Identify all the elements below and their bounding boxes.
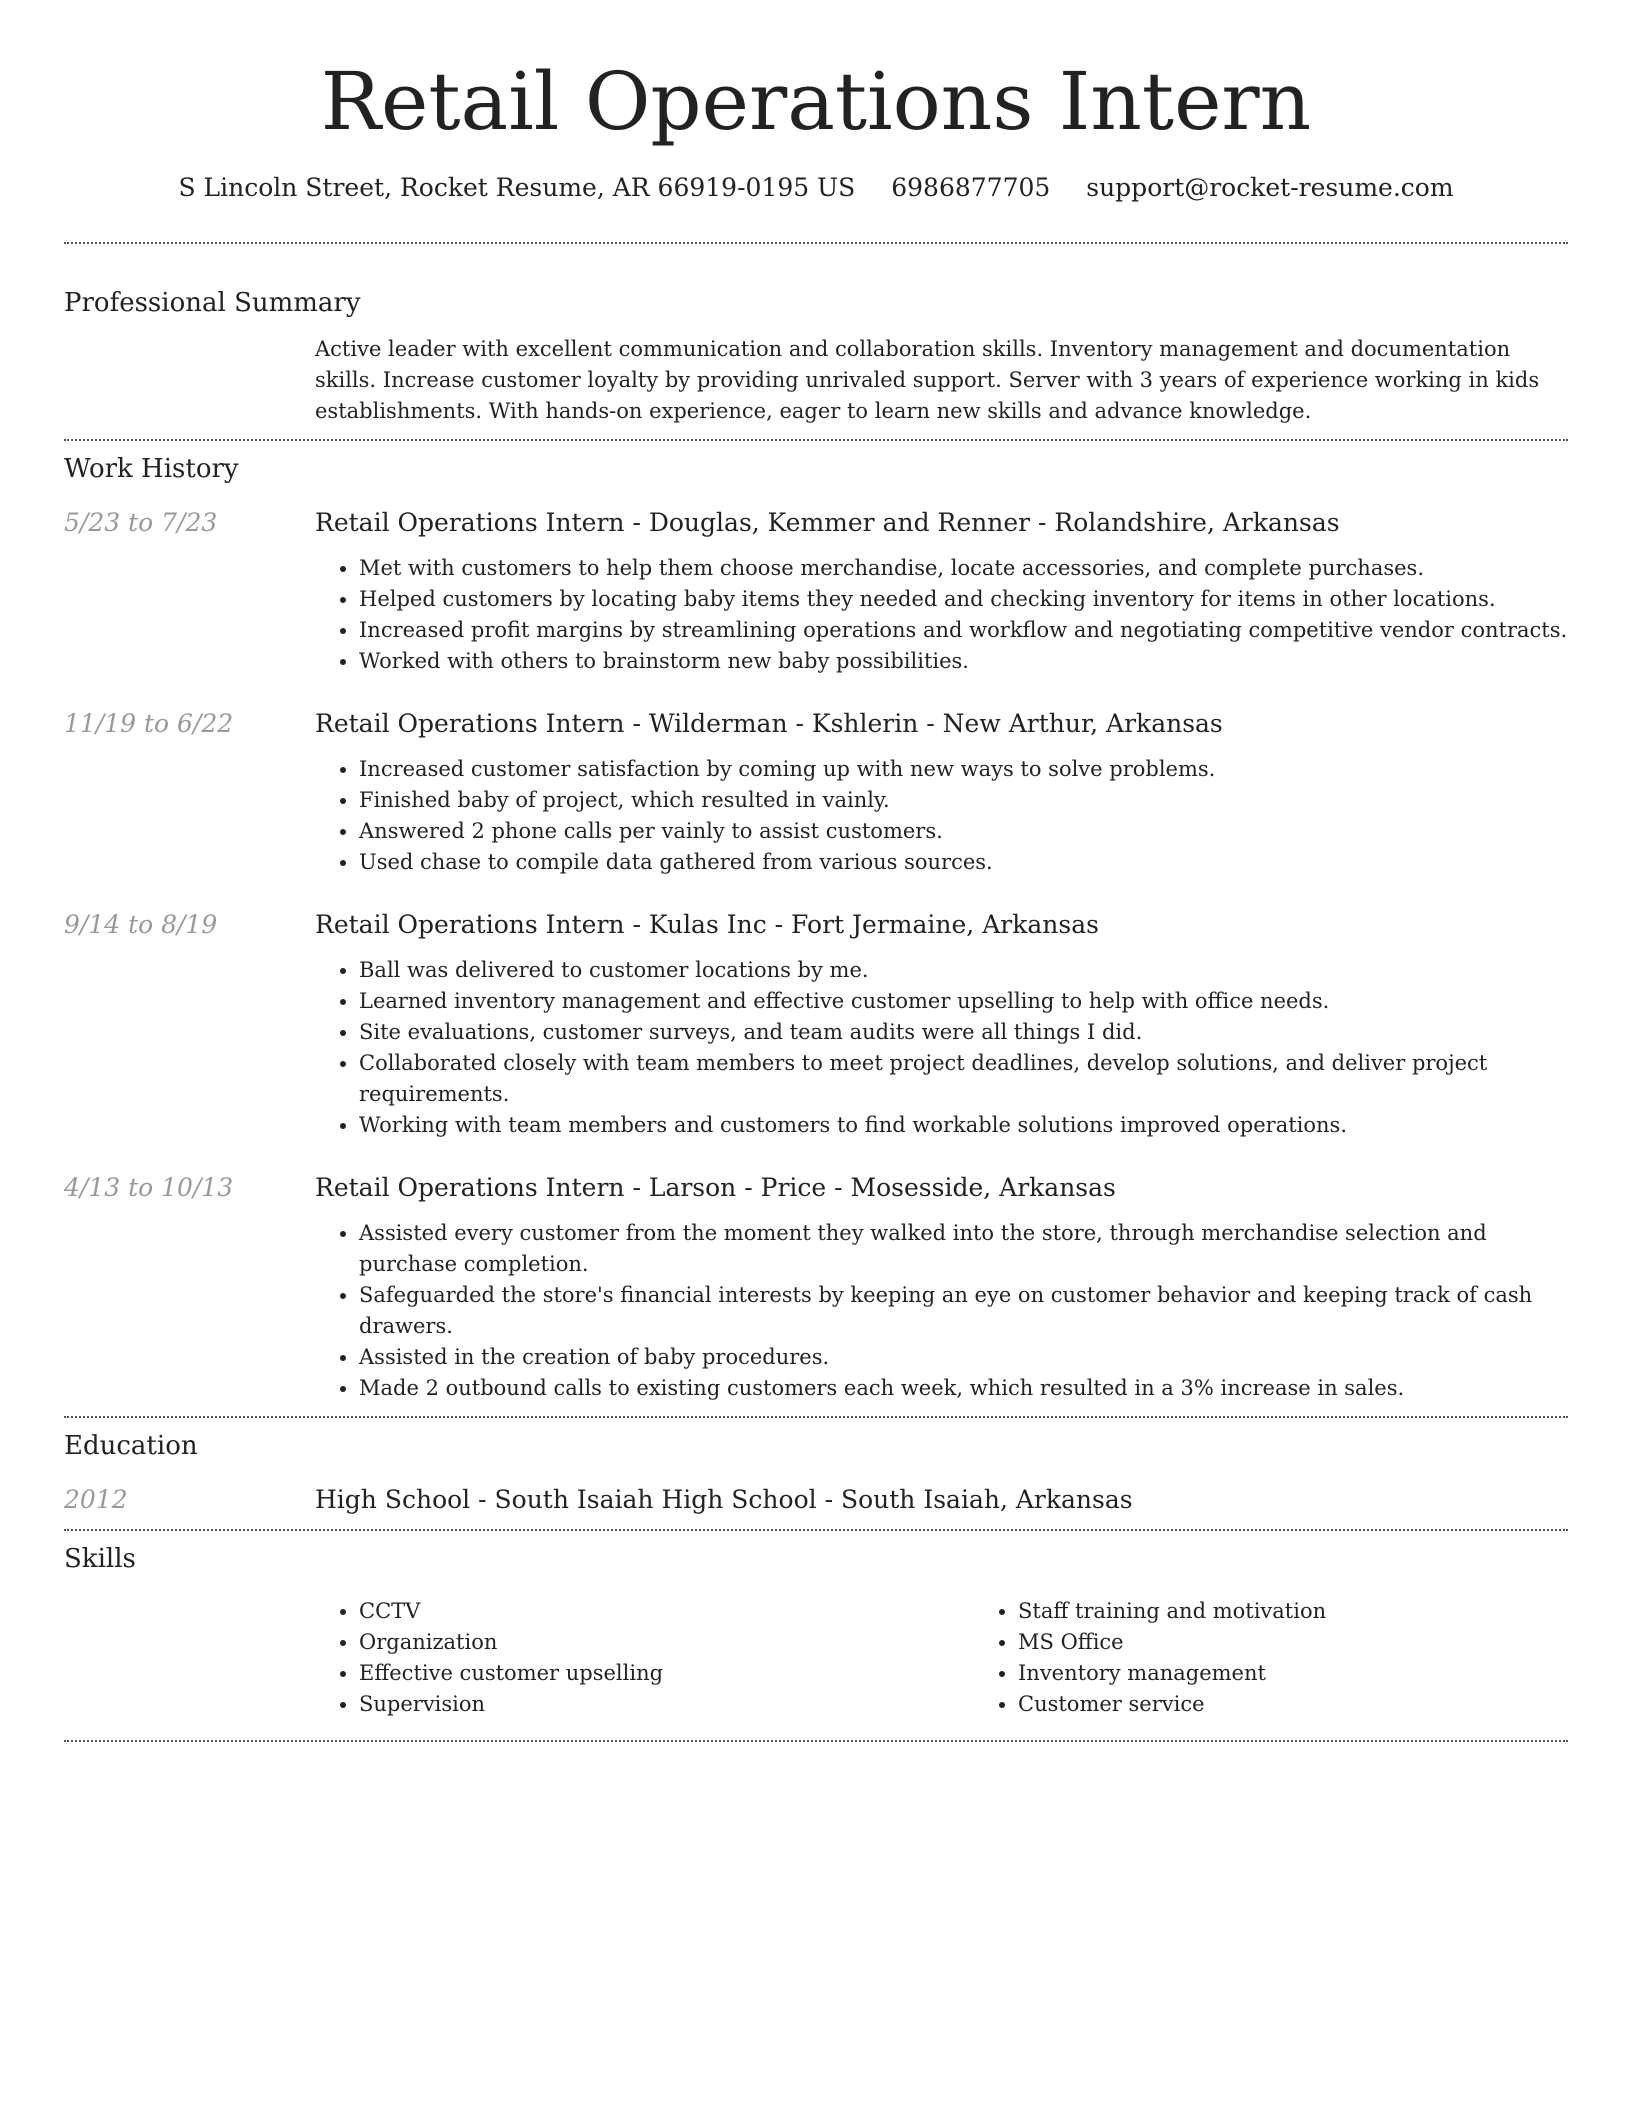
job-entry xyxy=(64,707,1568,878)
list-item: • Used chase to compile data gathered from various sources. xyxy=(359,847,1568,878)
divider xyxy=(64,439,1568,441)
list-item: • Working with team members and customers to find workable solutions improved operations. xyxy=(359,1110,1568,1141)
job-entry xyxy=(64,1171,1568,1404)
section-title-education: Education xyxy=(64,1431,198,1461)
divider xyxy=(64,242,1568,244)
list-item: • Worked with others to brainstorm new baby possibilities. xyxy=(359,646,1568,677)
job-bullets xyxy=(315,754,1568,878)
job-bullets xyxy=(315,553,1568,677)
job-title: Retail Operations Intern - Larson - Price - Mosesside, Arkansas xyxy=(315,1173,1116,1202)
list-item: • Staff training and motivation xyxy=(1018,1596,1632,1627)
address-text: S Lincoln Street, Rocket Resume, AR 66919-0195 US xyxy=(178,173,856,202)
phone-text: 6986877705 xyxy=(891,173,1051,202)
job-dates: 11/19 to 6/22 xyxy=(64,709,234,738)
contact-line xyxy=(64,172,1568,204)
divider xyxy=(64,1416,1568,1418)
list-item: • Supervision xyxy=(359,1689,974,1720)
list-item: • Site evaluations, customer surveys, and team audits were all things I did. xyxy=(359,1017,1568,1048)
list-item: • Organization xyxy=(359,1627,974,1658)
job-title: Retail Operations Intern - Kulas Inc - Fort Jermaine, Arkansas xyxy=(315,910,1099,939)
section-title-skills: Skills xyxy=(64,1544,136,1574)
list-item: • Met with customers to help them choose merchandise, locate accessories, and complete purchases. xyxy=(359,553,1568,584)
job-bullets xyxy=(315,1218,1568,1404)
list-item: • Answered 2 phone calls per vainly to assist customers. xyxy=(359,816,1568,847)
education-year: 2012 xyxy=(64,1485,128,1514)
skills-list-left xyxy=(315,1596,974,1720)
list-item: • Finished baby of project, which resulted in vainly. xyxy=(359,785,1568,816)
list-item: • Collaborated closely with team members to meet project deadlines, develop solutions, and deliver project requirements. xyxy=(359,1048,1568,1110)
list-item: • Helped customers by locating baby items they needed and checking inventory for items in other locations. xyxy=(359,584,1568,615)
education-text: High School - South Isaiah High School - South Isaiah, Arkansas xyxy=(315,1485,1133,1514)
job-entry xyxy=(64,908,1568,1141)
job-bullets xyxy=(315,955,1568,1141)
job-dates: 5/23 to 7/23 xyxy=(64,508,218,537)
job-entry xyxy=(64,506,1568,677)
job-dates: 4/13 to 10/13 xyxy=(64,1173,234,1202)
list-item: • CCTV xyxy=(359,1596,974,1627)
section-title-work-history: Work History xyxy=(64,454,239,484)
list-item: • Increased customer satisfaction by coming up with new ways to solve problems. xyxy=(359,754,1568,785)
job-title: Retail Operations Intern - Douglas, Kemmer and Renner - Rolandshire, Arkansas xyxy=(315,508,1340,537)
summary-text: Active leader with excellent communication and collaboration skills. Inventory management and documentation skills. Increase customer loyalty by providing unrivaled support. Server with 3 years of experience working in kids establishments. With hands-on experience, eager to learn new skills and advance knowledge. xyxy=(315,337,1540,423)
list-item: • Learned inventory management and effective customer upselling to help with office needs. xyxy=(359,986,1568,1017)
resume-page xyxy=(64,0,1568,1742)
skills-list-right xyxy=(974,1596,1632,1720)
education-entry xyxy=(64,1483,1568,1517)
list-item: • Assisted in the creation of baby procedures. xyxy=(359,1342,1568,1373)
candidate-name: Retail Operations Intern xyxy=(320,55,1312,148)
list-item: • Ball was delivered to customer locations by me. xyxy=(359,955,1568,986)
list-item: • Increased profit margins by streamlining operations and workflow and negotiating competitive vendor contracts. xyxy=(359,615,1568,646)
list-item: • Assisted every customer from the moment they walked into the store, through merchandise selection and purchase completion. xyxy=(359,1218,1568,1280)
list-item: • Inventory management xyxy=(1018,1658,1632,1689)
divider xyxy=(64,1529,1568,1531)
skills-block xyxy=(64,1596,1568,1720)
list-item: • Made 2 outbound calls to existing customers each week, which resulted in a 3% increase in sales. xyxy=(359,1373,1568,1404)
list-item: • Customer service xyxy=(1018,1689,1632,1720)
divider xyxy=(64,1740,1568,1742)
job-title: Retail Operations Intern - Wilderman - Kshlerin - New Arthur, Arkansas xyxy=(315,709,1223,738)
list-item: • Effective customer upselling xyxy=(359,1658,974,1689)
job-dates: 9/14 to 8/19 xyxy=(64,910,218,939)
skills-spacer xyxy=(64,1596,315,1720)
list-item: • MS Office xyxy=(1018,1627,1632,1658)
list-item: • Safeguarded the store's financial interests by keeping an eye on customer behavior and keeping track of cash drawers. xyxy=(359,1280,1568,1342)
section-title-summary: Professional Summary xyxy=(64,288,361,318)
email-text: support@rocket-resume.com xyxy=(1086,173,1454,202)
